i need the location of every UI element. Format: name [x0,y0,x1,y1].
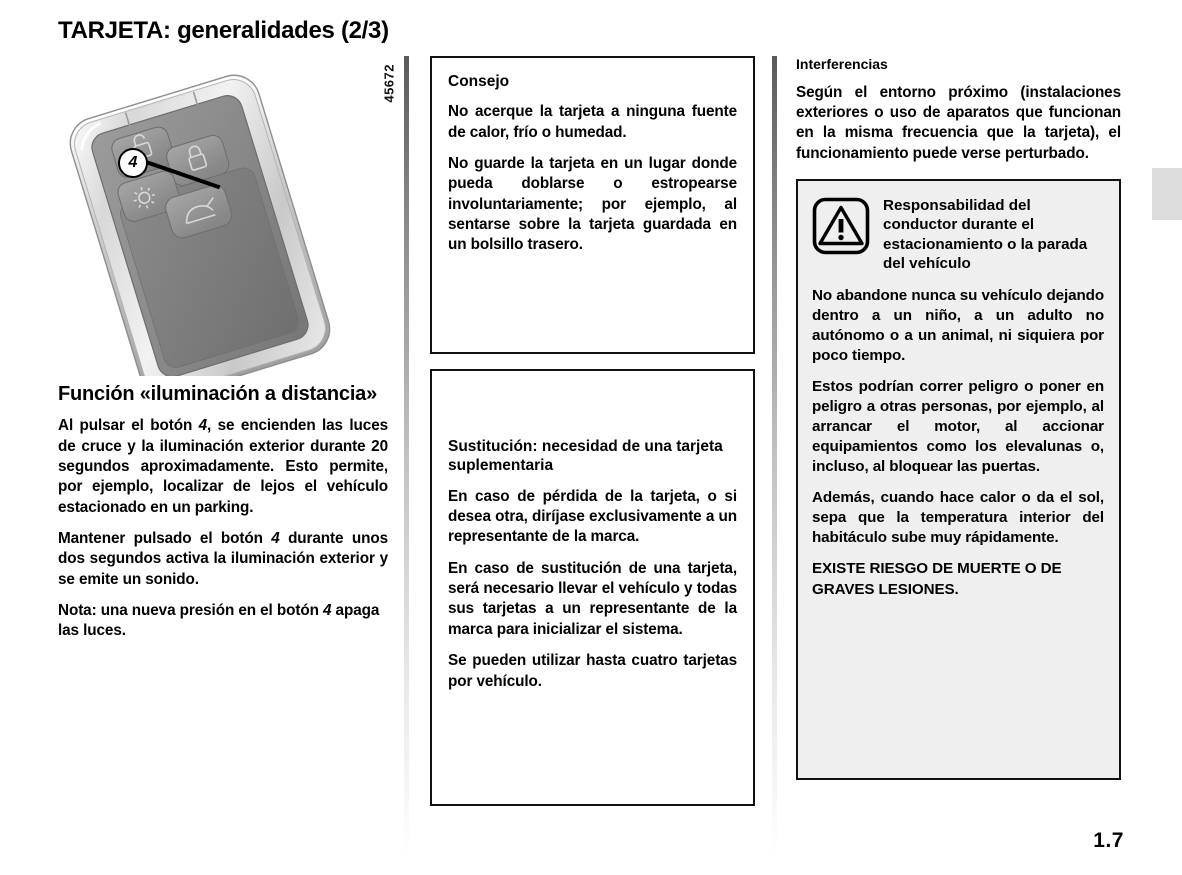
warning-box [796,179,1121,780]
warning-body [812,286,1104,600]
p1-text-a: Al pulsar el botón [58,417,199,435]
page-title: TARJETA: generalidades (2/3) [58,17,389,44]
p1-text-b: , se encienden las luces de cruce y la iluminación exterior durante 20 segundos aproximadamente. Esto permite, por ejemplo, localizar de lejos el vehículo estacionado en un parking. [58,417,389,516]
chapter-edge-tab [1152,168,1182,220]
warning-final-statement [812,559,1104,599]
nota-label: Nota: [58,602,97,620]
consejo-title: Consejo [448,73,510,90]
sust-p2-bold: todas sus tarjetas [448,580,737,618]
sustitucion-paragraph-3: Se pueden utilizar hasta cuatro tarjetas por vehículo. [448,652,737,690]
paragraph-iluminacion-1 [58,416,388,518]
interferencias-paragraph: Según el entorno próximo (instalaciones exteriores o uso de aparatos que funcionan en la misma frecuencia que la tarjeta), el funcionamiento puede verse perturbado. [796,83,1121,162]
interferencias-title: Interferencias [796,56,888,72]
p1-button-ref: 4 [198,417,208,435]
sustitucion-paragraph-1: En caso de pérdida de la tarjeta, o si desea otra, diríjase exclusivamente a un representante de la marca. [448,487,737,546]
right-column [796,56,1121,780]
sustitucion-paragraph-2 [448,559,737,640]
warning-triangle-icon [812,197,870,255]
p2-text-b: durante unos dos segundos activa la iluminación exterior y se emite un sonido. [58,530,388,588]
paragraph-iluminacion-2 [58,529,388,590]
middle-column [430,56,755,806]
consejo-paragraph-1: No acerque la tarjeta a ninguna fuente de calor, frío o humedad. [448,103,737,141]
sustitucion-box [430,369,755,806]
warning-header [812,195,1104,274]
section-title-iluminacion: Función «iluminación a distancia» [58,383,378,405]
p3-text-a: una nueva presión en el botón [96,602,323,620]
column-divider-right [772,56,777,856]
key-card-figure [58,56,397,376]
sustitucion-title: Sustitución: necesidad de una tarjeta suplementaria [448,438,723,475]
warning-paragraph-2: Estos podrían correr peligro o poner en peligro a otras personas, por ejemplo, al arrancar el motor, al accionar equipamientos como los elevalunas o, incluso, al bloquear las puertas. [812,377,1104,476]
page-number: 1.7 [1093,829,1124,852]
warning-paragraph-3: Además, cuando hace calor o da el sol, sepa que la temperatura interior del habitáculo sube muy rápidamente. [812,489,1104,547]
warning-final-period: . [954,580,959,598]
p3-text-b: apaga las luces. [58,602,380,640]
callout-number-4: 4 [118,148,148,178]
paragraph-nota [58,601,388,642]
key-card-illustration [58,56,388,376]
warning-heading: Responsabilidad del conductor durante el estacionamiento o la parada del vehículo [883,196,1088,273]
p3-button-ref: 4 [322,602,332,620]
p2-text-a: Mantener pulsado el botón [58,530,272,548]
sust-p2-b: a un representante de la marca para inicializar el sistema. [448,600,737,638]
sust-p2-a: En caso de sustitución de una tarjeta, será necesario llevar el vehículo y [448,559,737,598]
consejo-box [430,56,755,354]
column-divider-left [404,56,409,856]
consejo-paragraph-2: No guarde la tarjeta en un lugar donde pueda doblarse o estropearse involuntariamente; por ejemplo, al sentarse sobre la tarjeta guardada en un bolsillo trasero. [448,155,737,254]
warning-paragraph-1: No abandone nunca su vehículo dejando dentro a un niño, a un adulto no autónomo o a un animal, ni siquiera por poco tiempo. [812,286,1104,364]
figure-reference-number: 45672 [382,64,397,103]
p2-button-ref: 4 [271,530,280,548]
left-column [58,56,397,642]
warning-final-text: EXISTE RIESGO DE MUERTE O DE GRAVES LESIONES [812,560,1062,598]
